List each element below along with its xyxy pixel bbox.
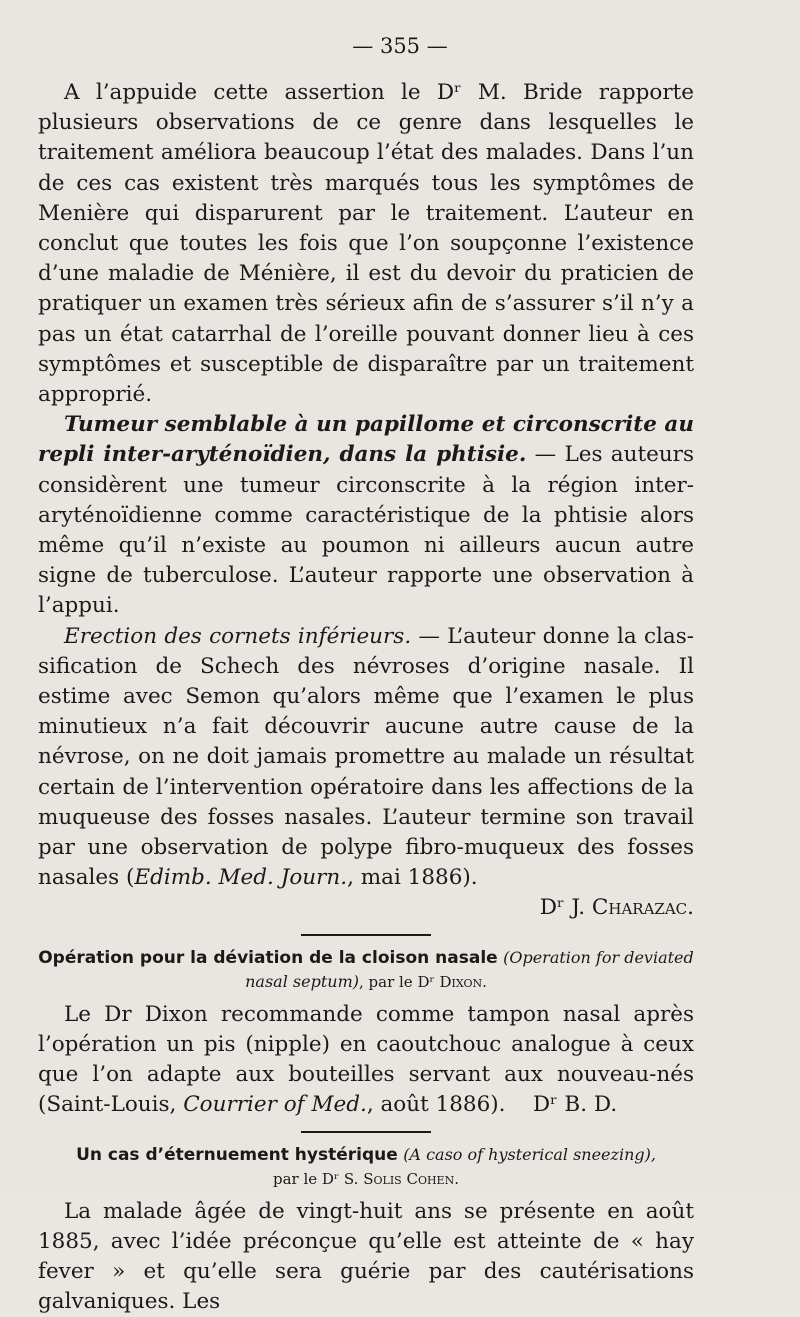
section-heading-dixon [38,946,694,994]
dixon-end: , août 1886). [367,1092,506,1117]
tumeur-title: Tumeur semblable à un papillome et circonscrite au repli inter-aryténoïdien, dans la phtisie. [38,412,694,467]
author-signature-charazac: Dʳ J. Charazac. [540,893,694,923]
erection-text: — L’auteur donne la classification de Schech des névroses d’origine nasale. Il estime avec Semon qu’alors même que l’examen le plus minutieux n’a fait découvrir aucune autre cause de la névrose, on ne doit jamais promettre au malade un résultat certain de l’intervention opératoire dans les affections de la muqueuse des fosses nasales. L’auteur termine son travail par une observation de polype fibro-muqueux des fosses nasales ( [38,624,694,891]
heading-title-cohen: Un cas d’éternuement hystérique [76,1145,398,1165]
section-divider [301,934,431,936]
dixon-journal: Courrier of Med. [183,1092,367,1117]
tumeur-text: — Les auteurs considèrent une tumeur circonscrite à la région inter-aryténoïdienne comme caractéristique de la phtisie alors même qu’il n’existe au poumon ni ailleurs aucun autre signe de tuberculose. L’auteur rapporte une observation à l’appui. [38,442,694,618]
section-divider-2 [301,1131,431,1133]
erection-end: , mai 1886). [347,865,478,890]
paragraph-tumeur [38,410,694,621]
paragraph-cohen: La malade âgée de vingt-huit ans se présente en août 1885, avec l’idée préconçue qu’elle est atteinte de « hay fever » et qu’elle sera guérie par des cautérisations galvaniques. Les [38,1197,694,1317]
heading-english-dixon: (Operation for deviated nasal septum) [245,948,694,991]
heading-english-cohen: (A caso of hysterical sneezing), [403,1145,656,1164]
heading-author-dixon: Dixon. [439,973,486,991]
paragraph-erection [38,622,694,894]
paragraph-bride: A l’appuide cette assertion le Dʳ M. Bride rapporte plusieurs observations de ce genre dans lesquelles le traitement améliora beaucoup l’état des malades. Dans l’un de ces cas existent très marqués tous les symptômes de Menière qui disparurent par le traitement. L’auteur en conclut que toutes les fois que l’on soupçonne l’existence d’une maladie de Ménière, il est du devoir du praticien de pratiquer un examen très sérieux afin de s’assurer s’il n’y a pas un état catarrhal de l’oreille pouvant donner lieu à ces symptômes et susceptible de disparaître par un traitement approprié. [38,78,694,410]
heading-title-dixon: Opération pour la déviation de la cloison nasale [38,948,497,968]
erection-title: Erection des cornets inférieurs. [64,624,411,649]
heading-by-cohen: par le Dʳ S. [273,1170,363,1188]
page-number: — 355 — [0,34,800,58]
dixon-signature: Dʳ B. D. [533,1092,617,1117]
paragraph-dixon [38,1000,694,1121]
text-body [38,78,694,1317]
erection-journal: Edimb. Med. Journ. [134,865,347,890]
section-heading-cohen [38,1143,694,1191]
dixon-text: Le Dr Dixon recommande comme tampon nasal après l’opération un pis (nipple) en caoutchouc analogue à ceux que l’on adapte aux bouteilles servant aux nouveau-nés (Saint-Louis, [38,1002,694,1118]
signature-line [38,893,694,923]
heading-by-dixon: , par le Dʳ [359,973,439,991]
heading-author-cohen: Solis Cohen. [363,1170,459,1188]
